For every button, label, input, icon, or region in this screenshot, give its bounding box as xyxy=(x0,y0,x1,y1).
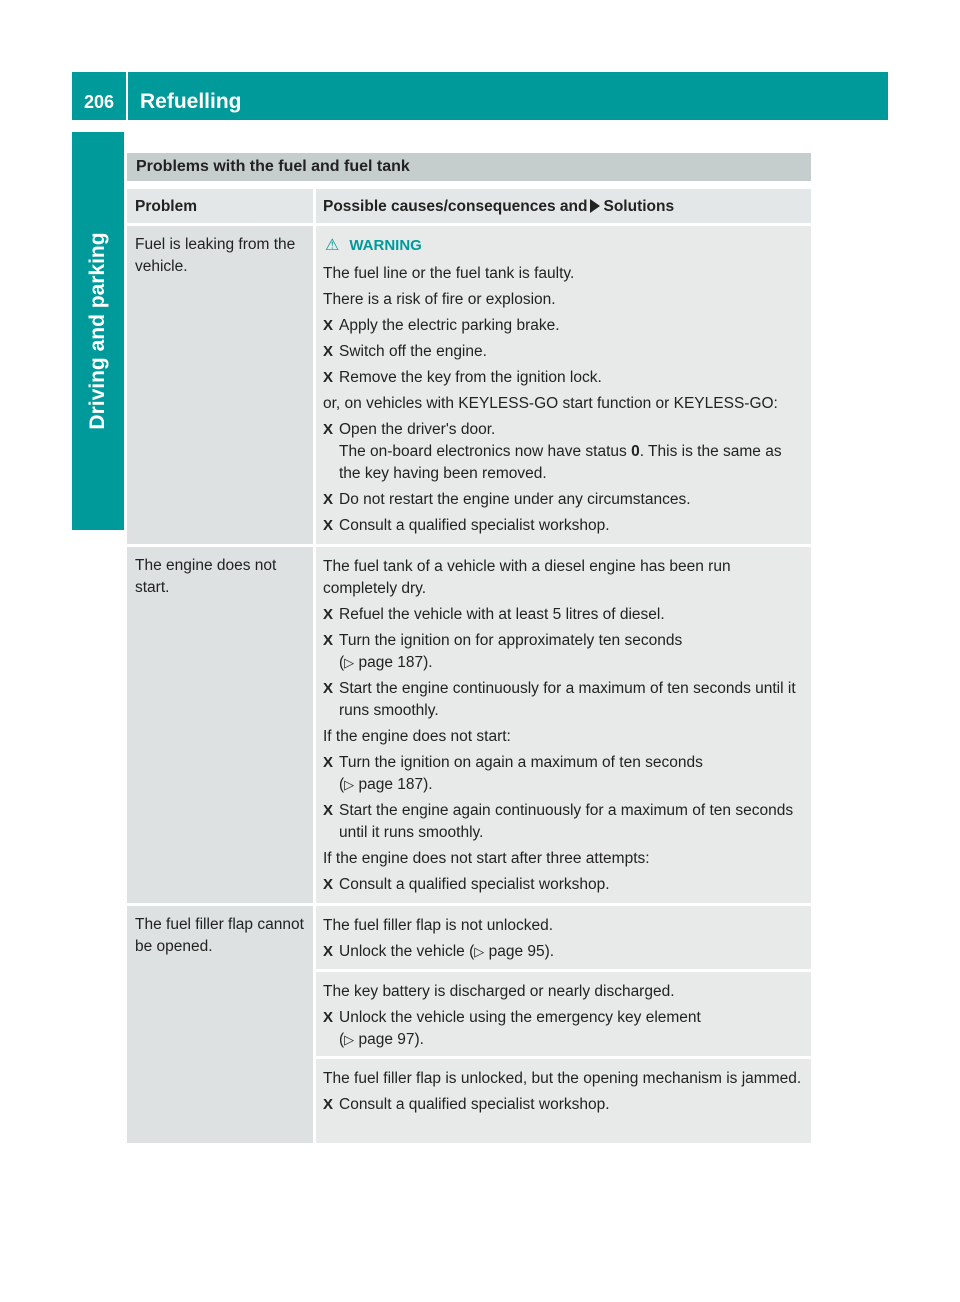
side-chapter-label: Driving and parking xyxy=(86,232,109,430)
instruction-step: X Consult a qualified specialist workshop. xyxy=(323,517,610,534)
instruction-step: X Do not restart the engine under any circumstances. xyxy=(323,491,691,508)
instruction-step: X Switch off the engine. xyxy=(323,343,487,360)
solution-cell: ⚠ WARNING The fuel line or the fuel tank is faulty. There is a risk of fire or explosion. X Apply the electric parking brake. X Switch off the engine. X Remove the key from the ignition lock. or, on vehicles with KEYLESS-GO start function or KEYLESS-GO: X Open the driver's door. The on-board electronics now have status 0. This is the same as the key having been removed. X Do not restart the engine under any circumstances. X Consult a qualified specialist workshop. xyxy=(316,226,811,544)
column-header-problem: Problem xyxy=(127,189,313,223)
solution-cell: The fuel filler flap is not unlocked. X Unlock the vehicle (▷ page 95). xyxy=(316,906,811,969)
instruction-step: X Consult a qualified specialist workshop. xyxy=(323,1096,610,1113)
instruction-step: X Turn the ignition on again a maximum of ten seconds (▷ page 187). xyxy=(323,754,703,793)
instruction-step: X Start the engine again continuously for a maximum of ten seconds until it runs smoothly. xyxy=(323,802,794,841)
warning-triangle-icon: ⚠ xyxy=(325,237,340,254)
problem-cell: The fuel filler flap cannot be opened. xyxy=(127,906,313,1143)
instruction-step: X Unlock the vehicle (▷ page 95). xyxy=(323,943,555,960)
table-title: Problems with the fuel and fuel tank xyxy=(127,153,811,181)
page-ref-icon: ▷ xyxy=(474,944,485,959)
arrow-icon xyxy=(590,199,600,213)
page-header xyxy=(72,72,888,120)
section-title: Refuelling xyxy=(140,90,242,113)
page-number: 206 xyxy=(83,92,115,112)
header-divider xyxy=(126,72,128,120)
page-ref-icon: ▷ xyxy=(344,1032,355,1047)
problem-cell: Fuel is leaking from the vehicle. xyxy=(127,226,313,544)
instruction-step: X Apply the electric parking brake. xyxy=(323,317,560,334)
warning-heading: ⚠ WARNING xyxy=(323,235,805,257)
page-ref-icon: ▷ xyxy=(344,777,355,792)
solution-cell: The fuel filler flap is unlocked, but the opening mechanism is jammed. X Consult a qualified specialist workshop. xyxy=(316,1059,811,1143)
instruction-step: X Consult a qualified specialist workshop. xyxy=(323,876,610,893)
instruction-step: X Open the driver's door. The on-board electronics now have status 0. This is the same as the key having been removed. xyxy=(323,421,782,482)
page-ref-icon: ▷ xyxy=(344,655,355,670)
instruction-step: X Remove the key from the ignition lock. xyxy=(323,369,602,386)
instruction-step: X Refuel the vehicle with at least 5 litres of diesel. xyxy=(323,606,665,623)
side-chapter-tab xyxy=(72,132,124,530)
solution-cell: The key battery is discharged or nearly discharged. X Unlock the vehicle using the emergency key element (▷ page 97). xyxy=(316,972,811,1056)
instruction-step: X Turn the ignition on for approximately ten seconds (▷ page 187). xyxy=(323,632,683,671)
instruction-step: X Unlock the vehicle using the emergency key element (▷ page 97). xyxy=(323,1009,701,1048)
instruction-step: X Start the engine continuously for a maximum of ten seconds until it runs smoothly. xyxy=(323,680,796,719)
column-header-solutions: Possible causes/consequences and Solutions xyxy=(316,189,811,223)
problem-cell: The engine does not start. xyxy=(127,547,313,903)
side-marker xyxy=(72,478,124,530)
solution-cell: The fuel tank of a vehicle with a diesel engine has been run completely dry. X Refuel the vehicle with at least 5 litres of diesel. X Turn the ignition on for approximately ten seconds (▷ page 187). X Start the engine continuously for a maximum of ten seconds until it runs smoothly. If the engine does not start: X Turn the ignition on again a maximum of ten seconds (▷ page 187). X Start the engine again continuously for a maximum of ten seconds until it runs smoothly. If the engine does not start after three attempts: X Consult a qualified specialist workshop. xyxy=(316,547,811,903)
